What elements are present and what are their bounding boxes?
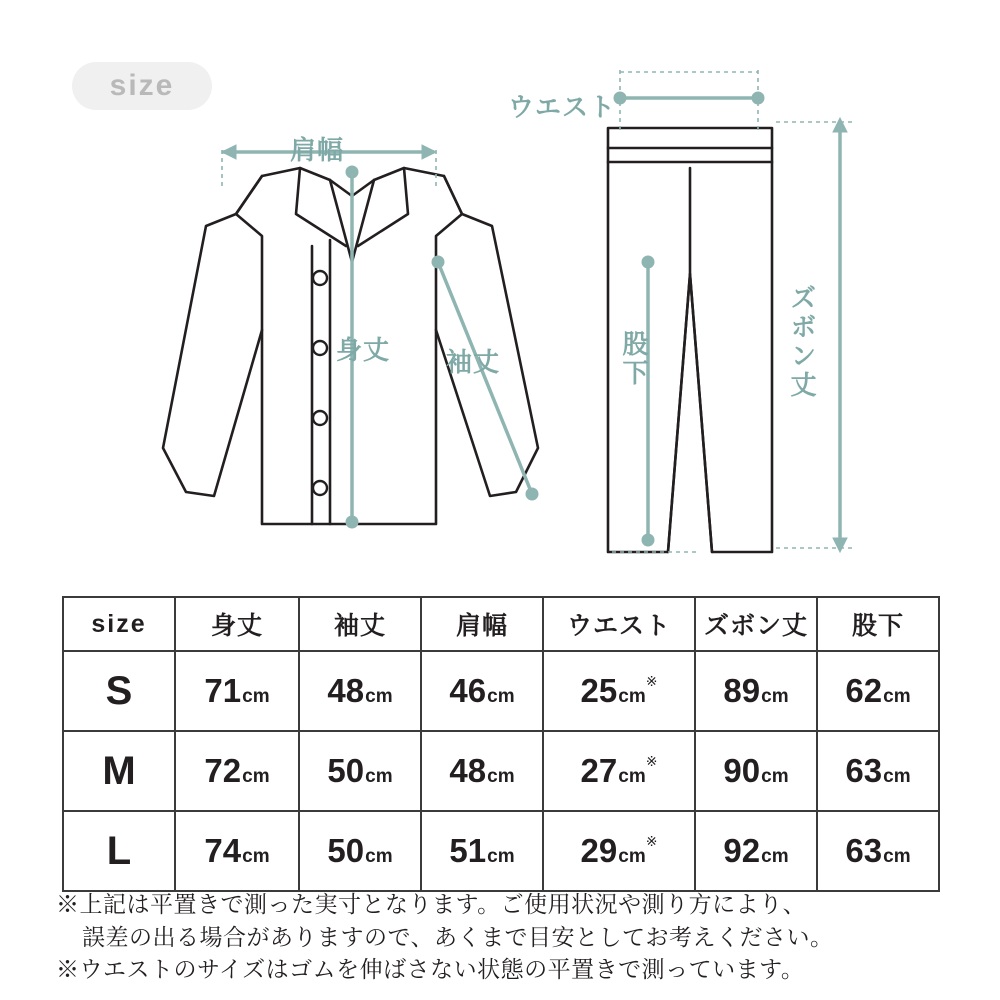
cell-waist: 27cm※ (543, 731, 695, 811)
col-header-waist: ウエスト (543, 597, 695, 651)
pants-length-arrow-bottom (833, 538, 847, 552)
table-row (63, 731, 939, 811)
note-line-1: ※上記は平置きで測った実寸となります。ご使用状況や測り方により、 (56, 891, 807, 917)
cell-waist: 29cm※ (543, 811, 695, 891)
size-table (62, 596, 940, 892)
label-pants-length: ズボン丈 (787, 284, 817, 400)
size-table-wrap (62, 596, 938, 892)
cell-body-length: 71cm (175, 651, 299, 731)
shirt-buttons (313, 271, 327, 495)
row-size-label: M (63, 731, 175, 811)
cell-inseam: 62cm (817, 651, 939, 731)
cell-body-length: 72cm (175, 731, 299, 811)
pants-length-arrow-top (833, 118, 847, 132)
table-header-row (63, 597, 939, 651)
size-badge-label: size (109, 69, 175, 102)
note-line-2: 誤差の出る場合がありますので、あくまで目安としてお考えください。 (82, 923, 834, 950)
row-size-label: L (63, 811, 175, 891)
table-row (63, 651, 939, 731)
table-row (63, 811, 939, 891)
body-length-dot-top (346, 166, 358, 178)
note-line-3: ※ウエストのサイズはゴムを伸ばさない状態の平置きで測っています。 (56, 956, 805, 983)
cell-waist: 25cm※ (543, 651, 695, 731)
col-header-inseam: 股下 (817, 597, 939, 651)
body-length-dot-bottom (346, 516, 358, 528)
col-header-size: size (63, 597, 175, 651)
cell-pants-length: 89cm (695, 651, 817, 731)
pants-crotch (668, 274, 712, 552)
shoulder-arrow-left (222, 145, 236, 159)
sleeve-length-dot-bottom (526, 488, 538, 500)
cell-shoulder: 48cm (421, 731, 543, 811)
cell-inseam: 63cm (817, 811, 939, 891)
cell-shoulder: 46cm (421, 651, 543, 731)
label-shoulder: 肩幅 (290, 135, 345, 165)
label-sleeve-length: 袖丈 (446, 347, 501, 377)
col-header-body-length: 身丈 (175, 597, 299, 651)
shoulder-arrow-right (422, 145, 436, 159)
label-body-length: 身丈 (336, 335, 391, 365)
cell-pants-length: 92cm (695, 811, 817, 891)
label-inseam: 股下 (619, 330, 649, 388)
cell-shoulder: 51cm (421, 811, 543, 891)
cell-pants-length: 90cm (695, 731, 817, 811)
cell-inseam: 63cm (817, 731, 939, 811)
cell-sleeve-length: 50cm (299, 731, 421, 811)
row-size-label: S (63, 651, 175, 731)
cell-body-length: 74cm (175, 811, 299, 891)
col-header-sleeve-length: 袖丈 (299, 597, 421, 651)
col-header-pants-length: ズボン丈 (695, 597, 817, 651)
notes-block (56, 888, 956, 986)
cell-sleeve-length: 48cm (299, 651, 421, 731)
label-waist: ウエスト (508, 92, 617, 122)
col-header-shoulder: 肩幅 (421, 597, 543, 651)
inseam-dot-bottom (642, 534, 654, 546)
inseam-dot-top (642, 256, 654, 268)
sleeve-length-dot-top (432, 256, 444, 268)
cell-sleeve-length: 50cm (299, 811, 421, 891)
